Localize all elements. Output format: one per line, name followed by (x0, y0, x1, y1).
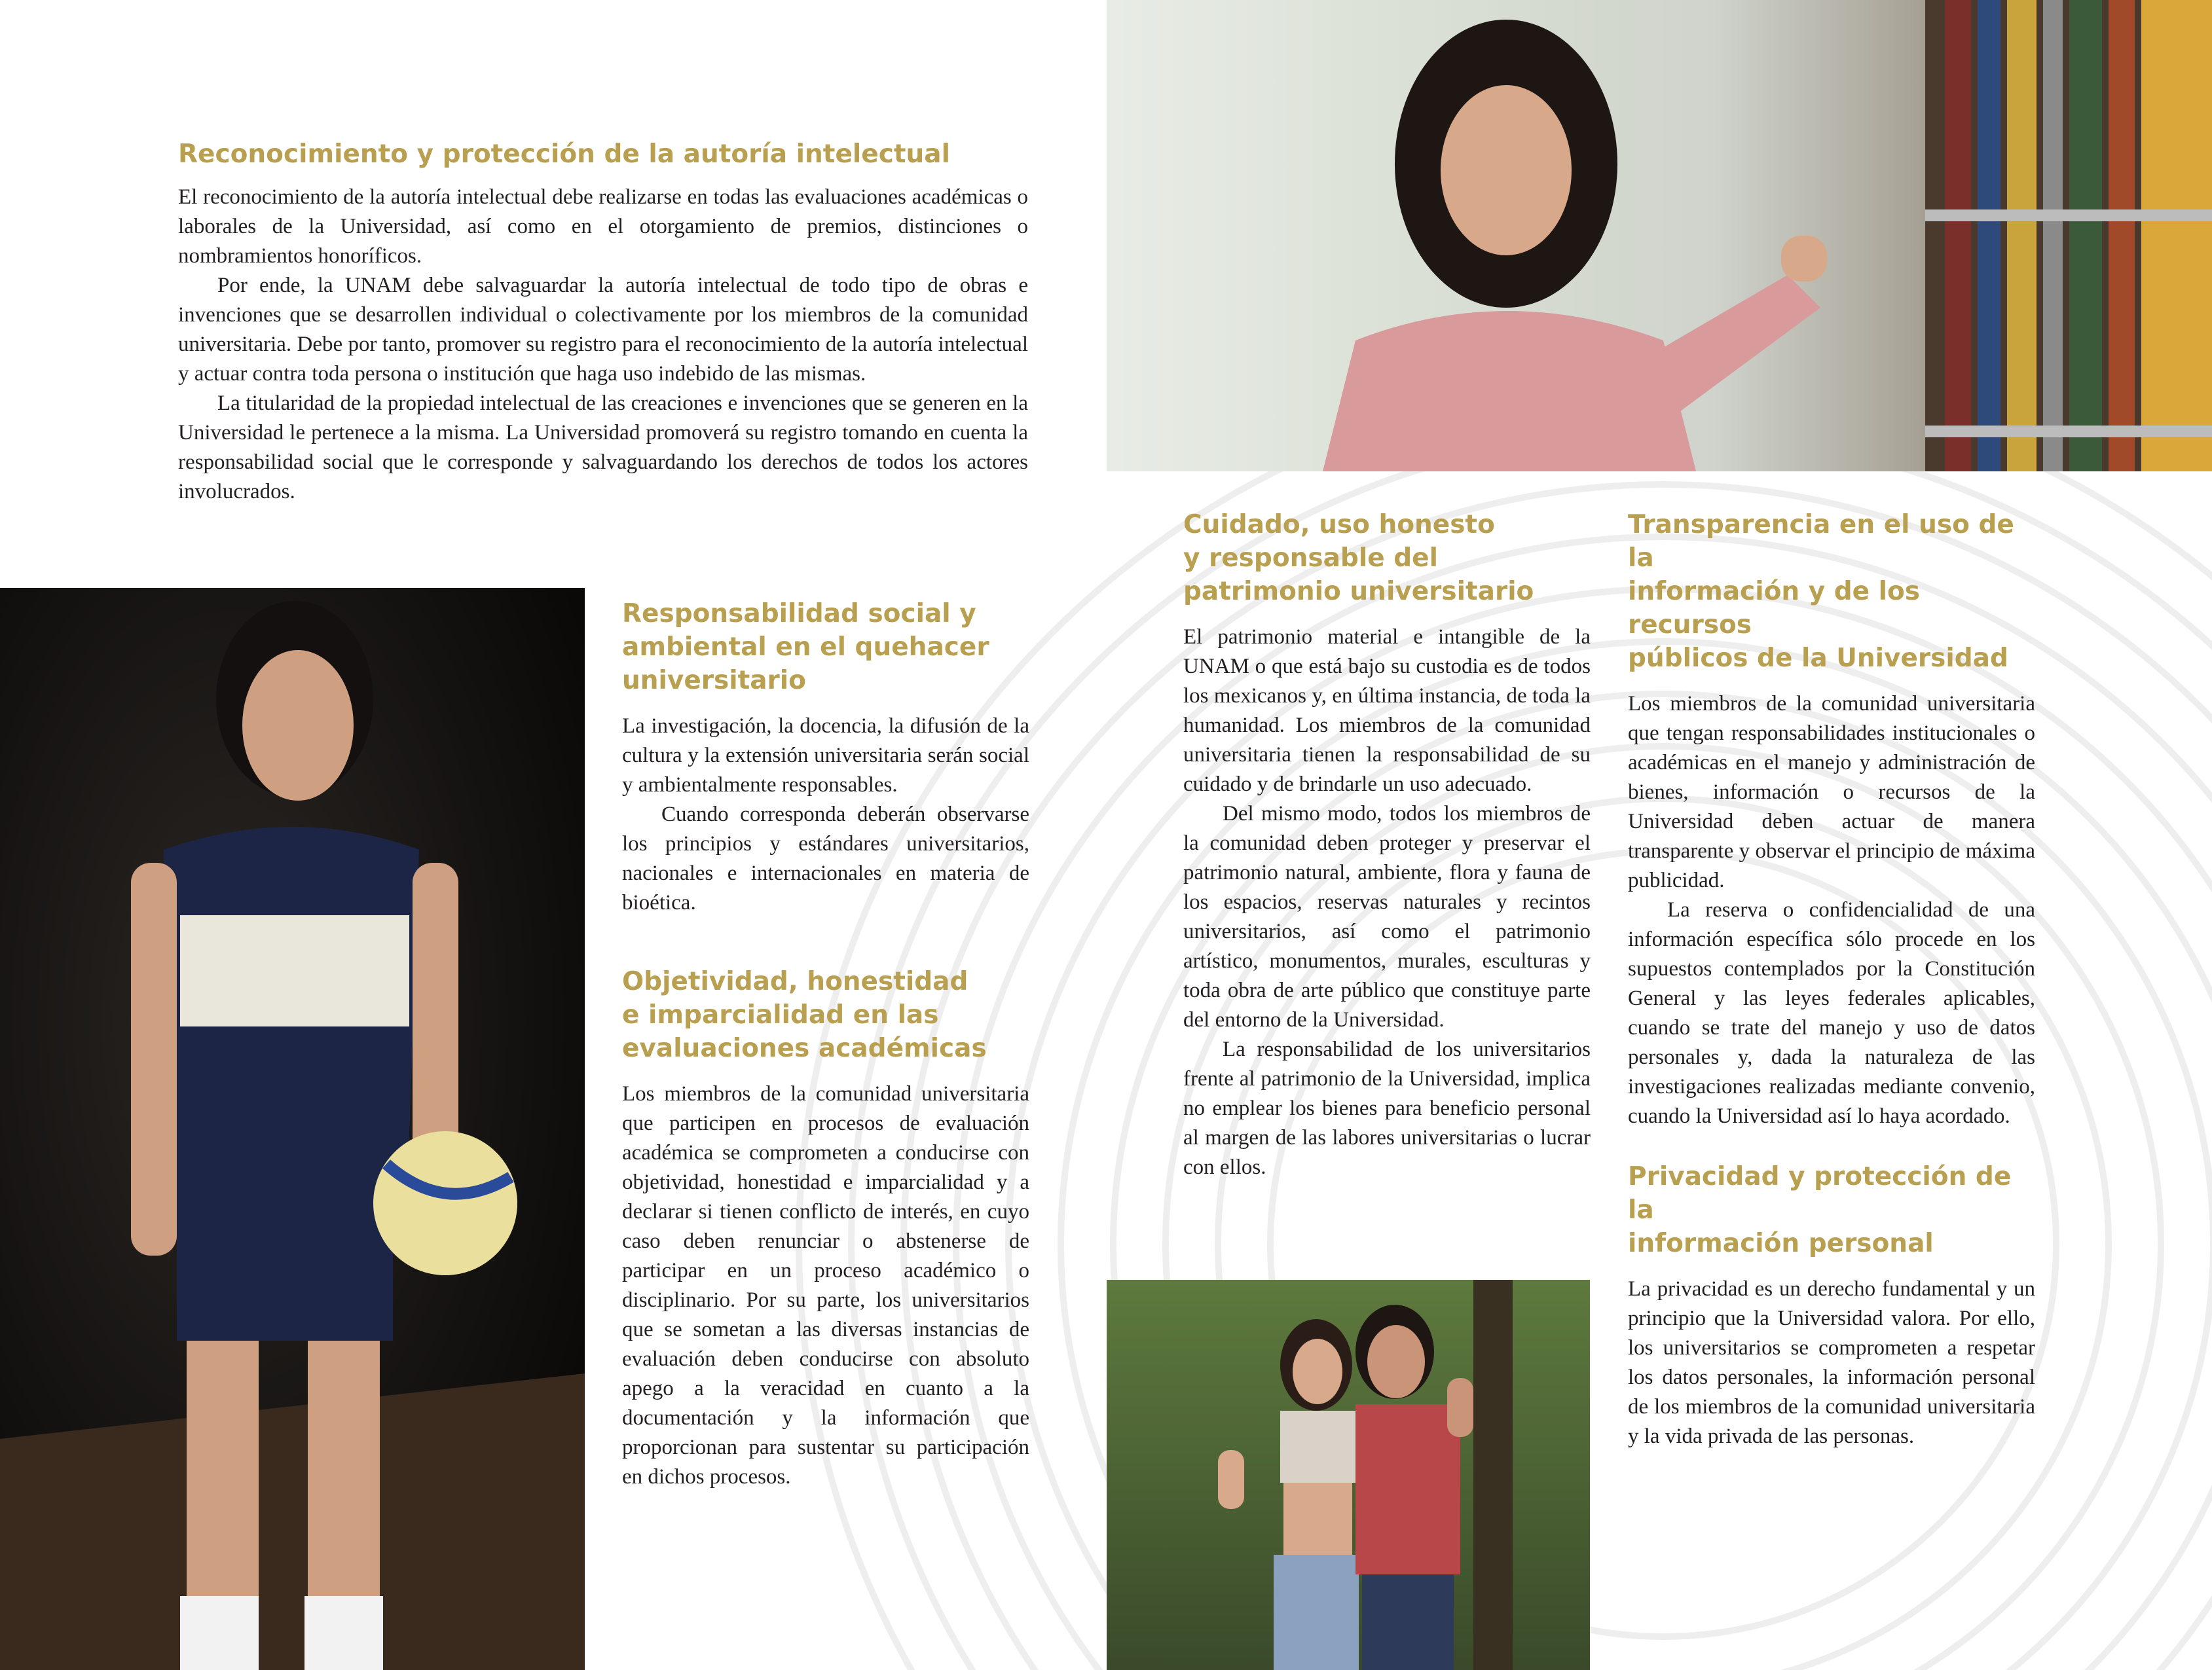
responsabilidad-heading-line-3: universitario (622, 666, 806, 695)
privacidad-section (1628, 1160, 2035, 1451)
responsabilidad-heading-line-2: ambiental en el quehacer (622, 632, 989, 662)
autoria-heading (178, 137, 1028, 171)
responsabilidad-body (622, 712, 1029, 918)
cuidado-heading (1183, 508, 1591, 608)
cuidado-paragraph-2: Del mismo modo, todos los miembros de la comunidad deben proteger y preservar el patrimonio natural, ambiente, flora y fauna de los espacios, reservas naturales y recintos universitarios, así como el patrimonio artístico, monumentos, murales, esculturas y toda obra de arte público que constituye parte del entorno de la Universidad. (1183, 802, 1591, 1032)
autoria-paragraph-3: La titularidad de la propiedad intelectual de las creaciones e invenciones que se generen en la Universidad le pertenece a la misma. La Universidad promoverá su registro tomando en cuenta la responsabilidad social que le corresponde y salvaguardando los derechos de todos los actores involucrados. (178, 391, 1028, 503)
transparencia-heading-line-1: Transparencia en el uso de la (1628, 510, 2014, 573)
autoria-section (178, 137, 1028, 507)
transparencia-heading-line-3: públicos de la Universidad (1628, 644, 2008, 673)
cuidado-paragraph-1: El patrimonio material e intangible de la UNAM o que está bajo su custodia es de todos los mexicanos y, en última instancia, de toda la humanidad. Los miembros de la comunidad universitaria tienen la responsabilidad de su cuidado y de brindarle un uso adecuado. (1183, 625, 1591, 796)
transparencia-paragraph-2: La reserva o confidencialidad de una información específica sólo procede en los supuestos contemplados por la Constitución General y las leyes federales aplicables, cuando se trate del manejo y uso de datos personales y, dada la naturaleza de las investigaciones realizadas mediante convenio, cuando la Universidad así lo haya acordado. (1628, 898, 2035, 1128)
objetividad-body (622, 1080, 1029, 1492)
volleyball-player-photo (0, 588, 585, 1670)
privacidad-heading-line-1: Privacidad y protección de la (1628, 1162, 2012, 1225)
privacidad-heading-line-2: información personal (1628, 1229, 1934, 1258)
autoria-paragraph-2: Por ende, la UNAM debe salvaguardar la autoría intelectual de todo tipo de obras e invenciones que se desarrollen individual o colectivamente por los miembros de la comunidad universitaria. Debe por tanto, promover su registro para el reconocimiento de la autoría intelectual y actuar contra toda persona o institución que haga uso indebido de las mismas. (178, 274, 1028, 386)
responsabilidad-heading-line-1: Responsabilidad social y (622, 599, 976, 628)
autoria-body (178, 183, 1028, 507)
cuidado-heading-line-2: y responsable del (1183, 543, 1438, 573)
student-in-library-photo (1107, 0, 2212, 471)
privacidad-body (1628, 1275, 2035, 1451)
transparencia-heading-line-2: información y de los recursos (1628, 577, 1921, 640)
cuidado-body (1183, 623, 1591, 1182)
objetividad-heading-line-3: evaluaciones académicas (622, 1034, 987, 1063)
objetividad-section (622, 965, 1029, 1492)
cuidado-paragraph-3: La responsabilidad de los universitarios frente al patrimonio de la Universidad, implica no emplear los bienes para beneficio personal al margen de las labores universitarias o lucrar con ellos. (1183, 1038, 1591, 1179)
objetividad-paragraph-1: Los miembros de la comunidad universitaria que participen en procesos de evaluación académica se comprometen a conducirse con objetividad, honestidad e imparcialidad y a declarar si tienen conflicto de interés, en cuyo caso deben renunciar o abstenerse de participar en un proceso académico o disciplinario. Por su parte, los universitarios que se sometan a las diversas instancias de evaluación deben conducirse con absoluto apego a la veracidad en cuanto a la documentación y la información que proporcionan para sustentar su participación en dichos procesos. (622, 1082, 1029, 1489)
cuidado-heading-line-1: Cuidado, uso honesto (1183, 510, 1495, 539)
transparencia-paragraph-1: Los miembros de la comunidad universitaria que tengan responsabilidades institucionales o académicas en el manejo y administración de bienes, información o recursos de la Universidad deben actuar de manera transparente y observar el principio de máxima publicidad. (1628, 692, 2035, 892)
responsabilidad-section (622, 597, 1029, 918)
cuidado-heading-line-3: patrimonio universitario (1183, 577, 1534, 606)
objetividad-heading-line-1: Objetividad, honestidad (622, 967, 968, 996)
objetividad-heading (622, 965, 1029, 1065)
responsabilidad-paragraph-1: La investigación, la docencia, la difusión de la cultura y la extensión universitaria serán social y ambientalmente responsables. (622, 714, 1029, 797)
privacidad-paragraph-1: La privacidad es un derecho fundamental y un principio que la Universidad valora. Por ello, los universitarios se comprometen a respetar los datos personales, la información personal de los miembros de la comunidad universitaria y la vida privada de las personas. (1628, 1277, 2035, 1448)
transparencia-body (1628, 689, 2035, 1131)
privacidad-heading (1628, 1160, 2035, 1260)
autoria-paragraph-1: El reconocimiento de la autoría intelectual debe realizarse en todas las evaluaciones académicas o laborales de la Universidad, así como en el otorgamiento de premios, distinciones o nombramientos honoríficos. (178, 185, 1028, 268)
responsabilidad-heading (622, 597, 1029, 697)
students-couple-photo (1107, 1280, 1590, 1670)
objetividad-heading-line-2: e imparcialidad en las (622, 1000, 939, 1030)
transparencia-section (1628, 508, 2035, 1131)
transparencia-heading (1628, 508, 2035, 675)
cuidado-section (1183, 508, 1591, 1182)
autoria-heading-text: Reconocimiento y protección de la autoría intelectual (178, 139, 950, 169)
responsabilidad-paragraph-2: Cuando corresponda deberán observarse los principios y estándares universitarios, nacionales e internacionales en materia de bioética. (622, 803, 1029, 915)
